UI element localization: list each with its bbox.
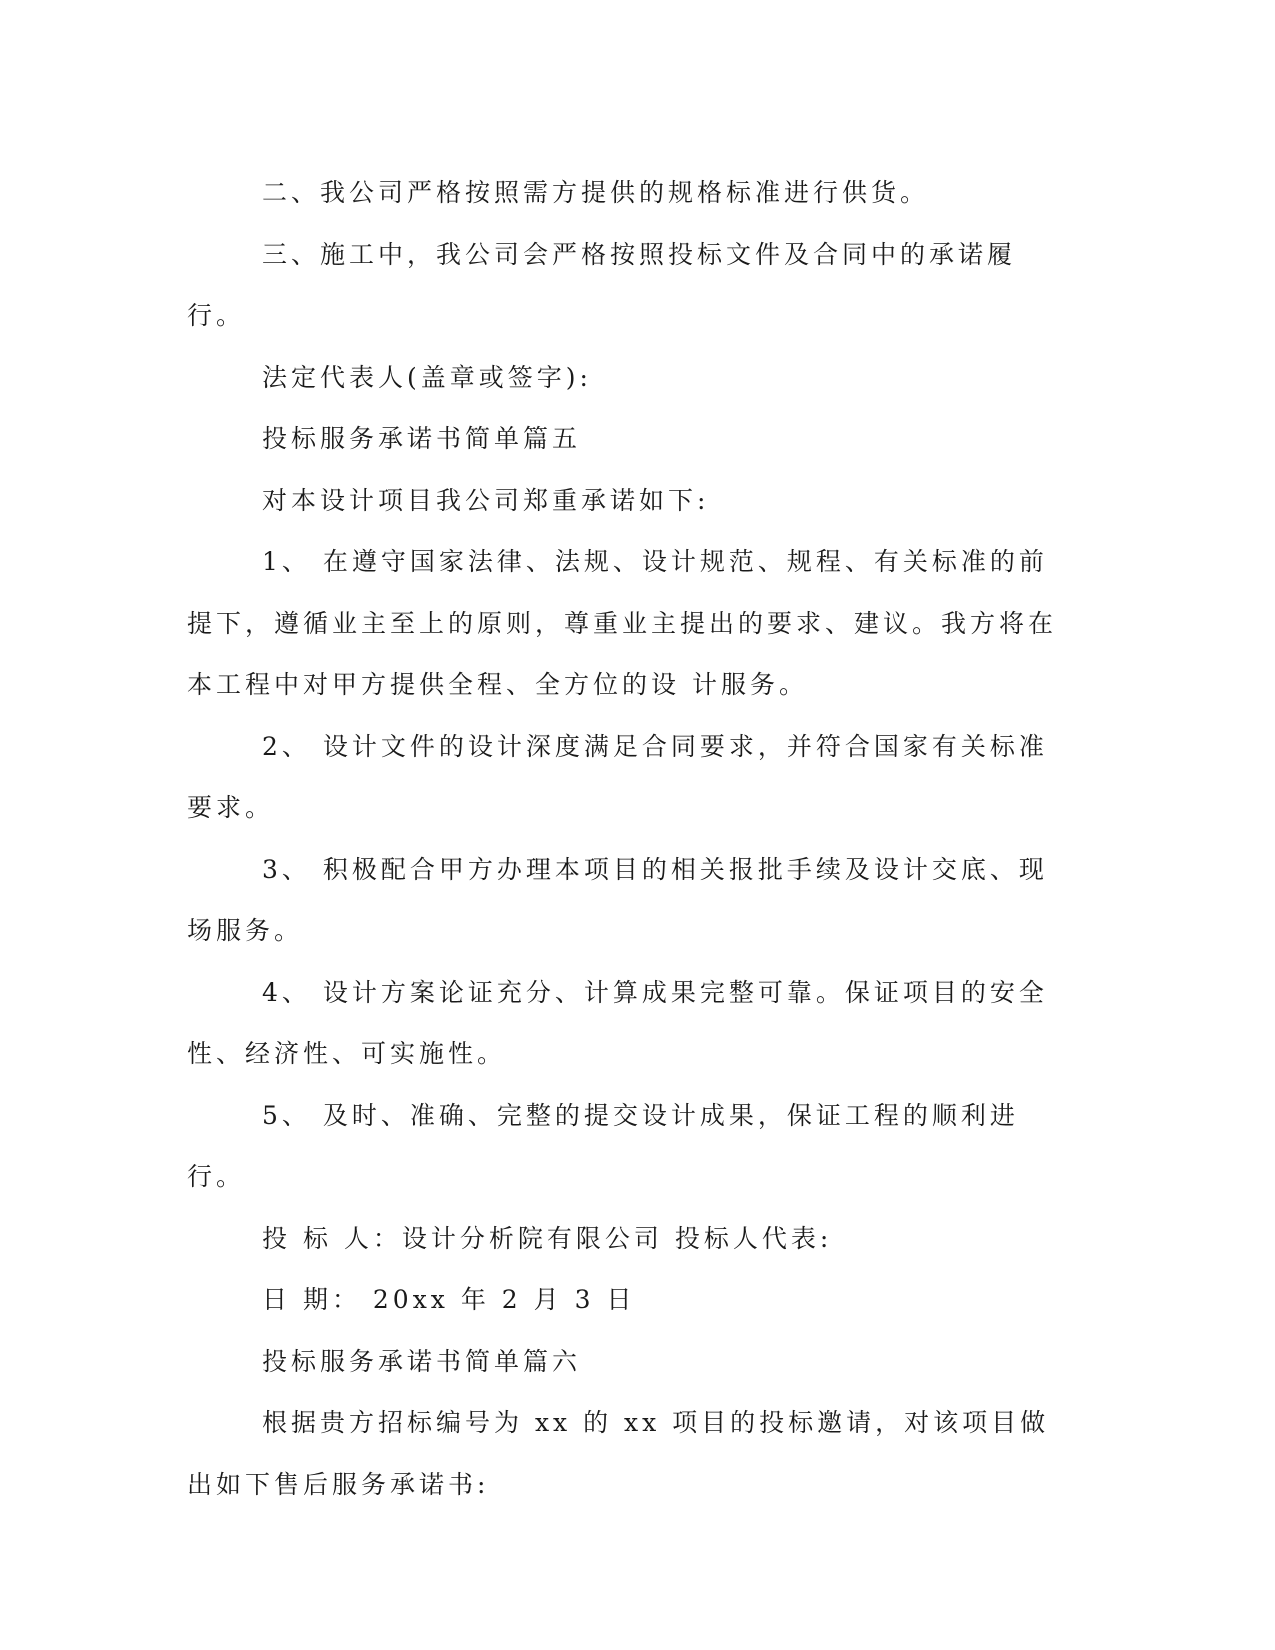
document-body — [187, 162, 1072, 1515]
list-item: 1、 在遵守国家法律、法规、设计规范、规程、有关标准的前提下，遵循业主至上的原则，尊重业主提出的要求、建议。我方将在本工程中对甲方提供全程、全方位的设 计服务。 — [187, 547, 1058, 699]
list-item: 4、 设计方案论证充分、计算成果完整可靠。保证项目的安全性、经济性、可实施性。 — [187, 977, 1048, 1068]
list-item: 5、 及时、准确、完整的提交设计成果，保证工程的顺利进行。 — [187, 1100, 1019, 1191]
list-item: 3、 积极配合甲方办理本项目的相关报批手续及设计交底、现场服务。 — [187, 854, 1048, 945]
paragraph: 三、施工中，我公司会严格按照投标文件及合同中的承诺履行。 — [187, 239, 1017, 330]
paragraph: 对本设计项目我公司郑重承诺如下: — [262, 485, 710, 515]
bidder-line: 投 标 人：设计分析院有限公司 投标人代表: — [262, 1223, 833, 1253]
date-line: 日 期： 20xx 年 2 月 3 日 — [262, 1285, 636, 1314]
signature-line: 法定代表人(盖章或签字): — [262, 362, 592, 392]
section-heading: 投标服务承诺书简单篇五 — [262, 424, 582, 453]
list-item: 2、 设计文件的设计深度满足合同要求，并符合国家有关标准要求。 — [187, 731, 1048, 822]
paragraph: 二、我公司严格按照需方提供的规格标准进行供货。 — [262, 178, 930, 207]
section-heading: 投标服务承诺书简单篇六 — [262, 1346, 582, 1376]
paragraph: 根据贵方招标编号为 xx 的 xx 项目的投标邀请，对该项目做出如下售后服务承诺书: — [187, 1408, 1050, 1499]
